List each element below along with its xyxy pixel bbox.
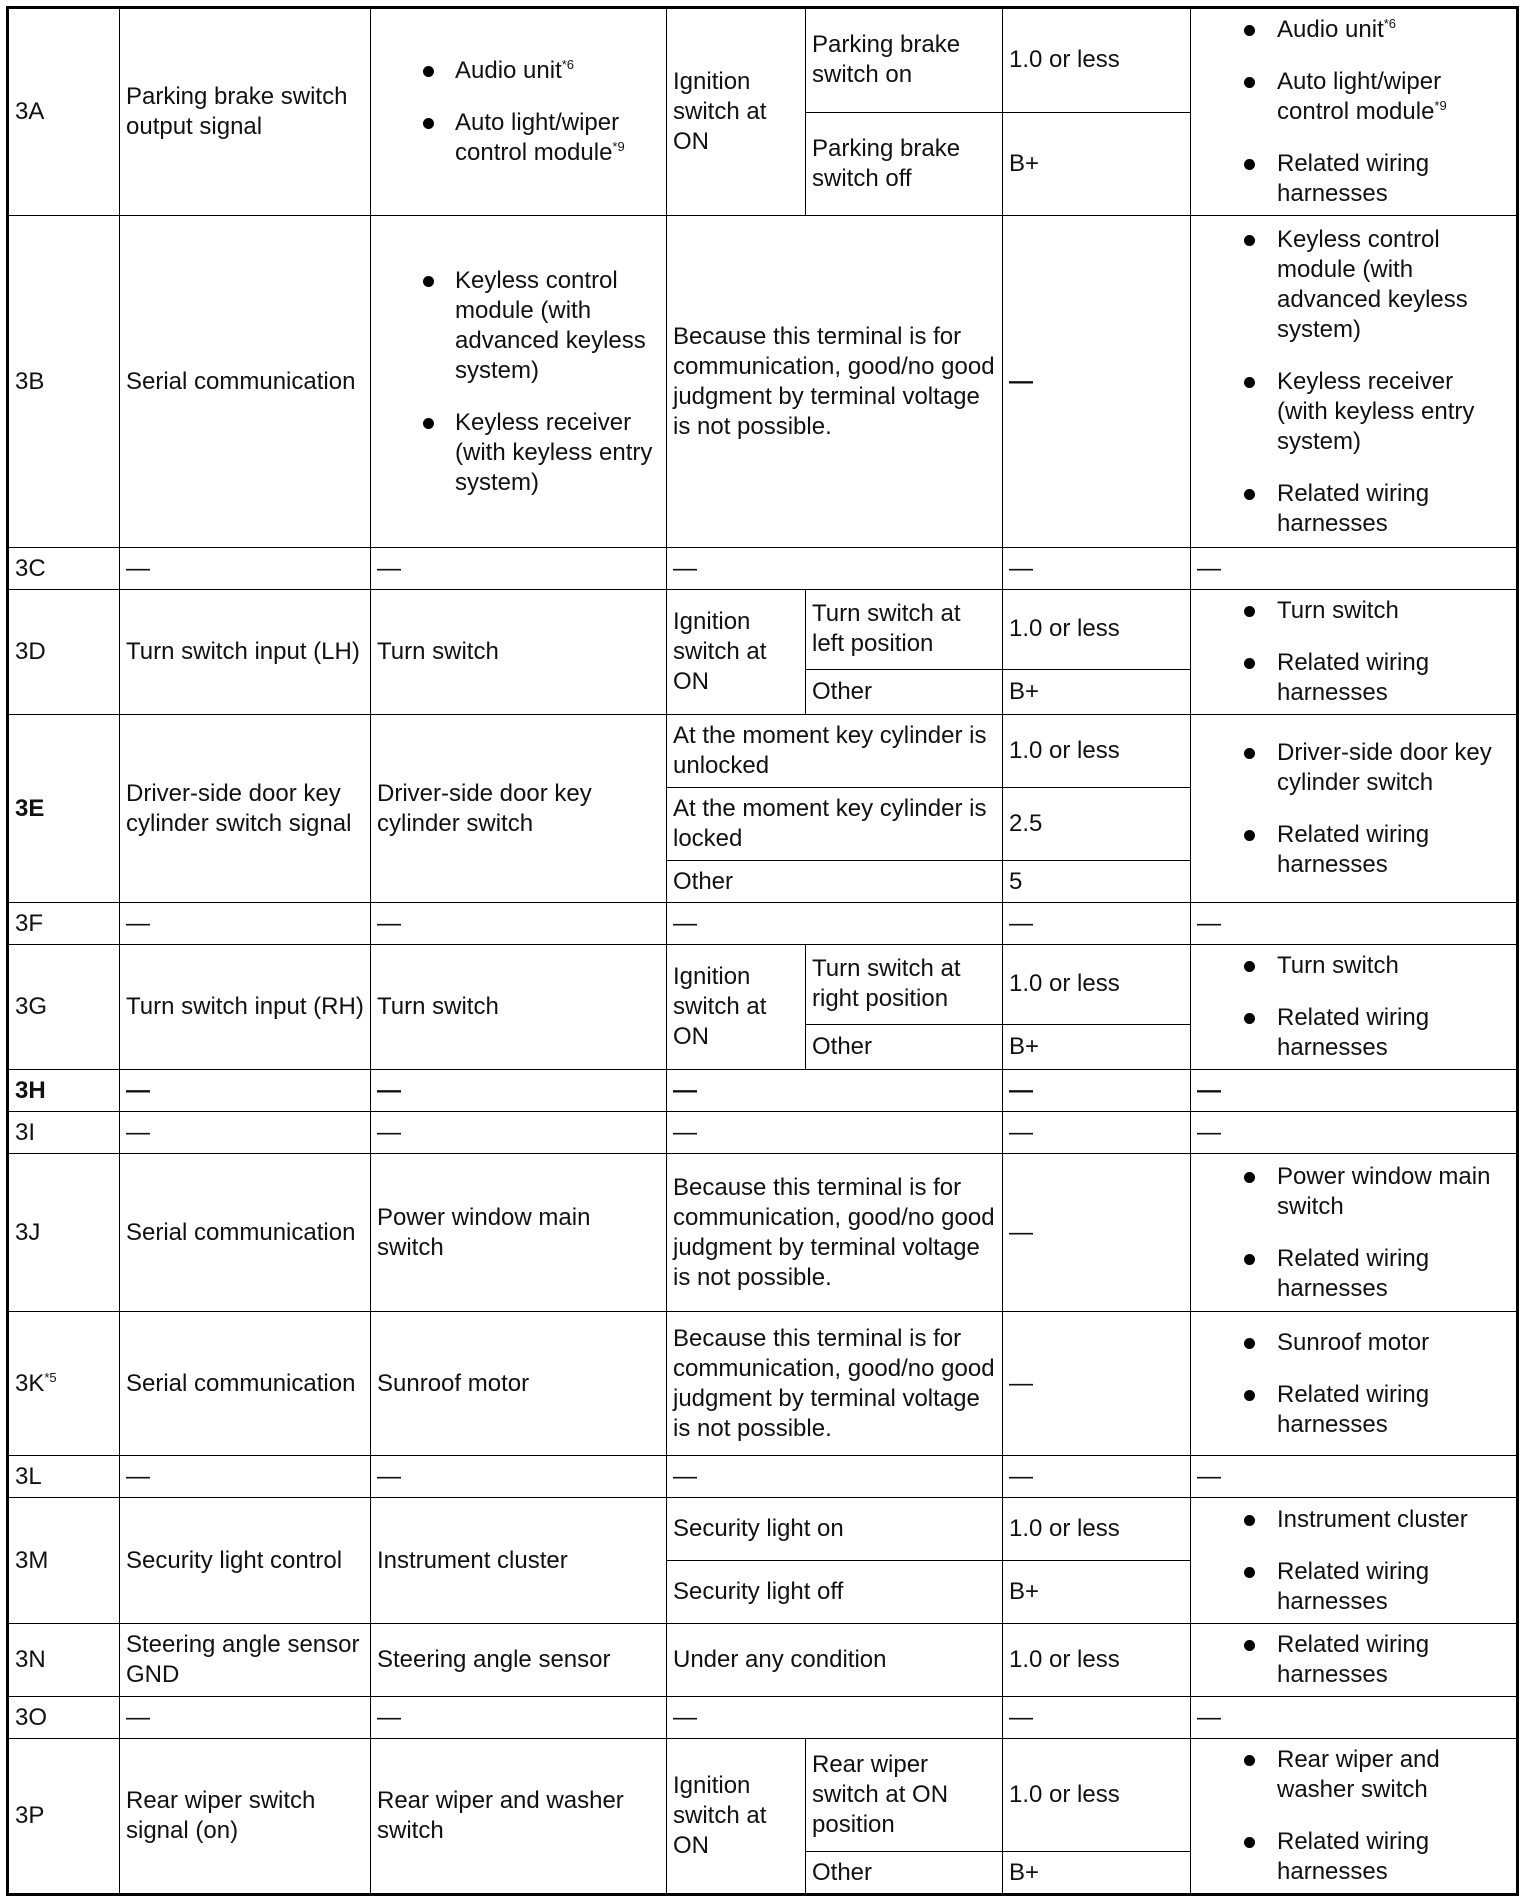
list-item: Turn switch [1197,951,1510,981]
table-row [8,548,1518,590]
list-item: Keyless control module (with advanced keyless system) [1197,225,1510,345]
voltage-cell: B+ [1003,1561,1191,1624]
list-item: Auto light/wiper control module$^{*9}$ [377,108,660,168]
inspection-cell [1191,8,1518,216]
table-row [8,945,1518,1025]
condition-cell: Security light on [667,1498,1003,1561]
condition-cell: — [667,903,1003,945]
ignition-cell: Ignition switch at ON [667,8,806,216]
connected-to-cell: Driver-side door key cylinder switch [371,715,667,903]
list-item: Keyless receiver (with keyless entry system) [377,408,660,498]
condition-cell: — [667,548,1003,590]
terminal-cell: 3J [8,1154,120,1312]
condition-cell: — [667,1697,1003,1739]
connected-to-cell: — [371,903,667,945]
voltage-cell: 1.0 or less [1003,8,1191,113]
inspection-cell [1191,1154,1518,1312]
voltage-cell: 1.0 or less [1003,715,1191,788]
list-item: Related wiring harnesses [1197,648,1510,708]
inspection-cell: — [1191,1112,1518,1154]
condition-cell: — [667,1070,1003,1112]
list-item: Related wiring harnesses [1197,149,1510,209]
table-row [8,8,1518,113]
connected-to-cell: Turn switch [371,590,667,715]
inspection-cell: — [1191,903,1518,945]
voltage-cell: — [1003,1070,1191,1112]
condition-cell: Parking brake switch off [806,112,1003,215]
terminal-cell: 3P [8,1739,120,1895]
list-item: Auto light/wiper control module$^{*9}$ [1197,67,1510,127]
list-item: Sunroof motor [1197,1328,1510,1358]
terminal-cell: 3E [8,715,120,903]
condition-cell: Security light off [667,1561,1003,1624]
inspection-cell [1191,1498,1518,1624]
table-row [8,1154,1518,1312]
voltage-cell: — [1003,548,1191,590]
ignition-cell: Ignition switch at ON [667,945,806,1070]
table-row [8,903,1518,945]
inspection-cell [1191,1312,1518,1456]
condition-cell: Other [806,1852,1003,1895]
signal-cell: — [120,903,371,945]
terminal-cell: 3L [8,1456,120,1498]
table-row [8,590,1518,670]
condition-cell: Because this terminal is for communication, good/no good judgment by terminal voltage is not possible. [667,1312,1003,1456]
voltage-cell: 1.0 or less [1003,945,1191,1025]
condition-cell: At the moment key cylinder is locked [667,788,1003,861]
table-row [8,1312,1518,1456]
list-item: Audio unit$^{*6}$ [377,56,660,86]
inspection-cell [1191,1624,1518,1697]
voltage-cell: — [1003,1456,1191,1498]
signal-cell: Rear wiper switch signal (on) [120,1739,371,1895]
list-item: Related wiring harnesses [1197,1003,1510,1063]
table-row [8,715,1518,788]
connected-to-cell: — [371,1697,667,1739]
table-row [8,1697,1518,1739]
terminal-cell: 3O [8,1697,120,1739]
signal-cell: Turn switch input (RH) [120,945,371,1070]
signal-cell: Serial communication [120,1154,371,1312]
table-row [8,1624,1518,1697]
ignition-cell: Ignition switch at ON [667,590,806,715]
signal-cell: Parking brake switch output signal [120,8,371,216]
list-item: Driver-side door key cylinder switch [1197,738,1510,798]
voltage-cell: 1.0 or less [1003,1498,1191,1561]
list-item: Keyless control module (with advanced keyless system) [377,266,660,386]
inspection-cell [1191,216,1518,548]
table-row [8,1456,1518,1498]
list-item: Related wiring harnesses [1197,479,1510,539]
voltage-cell: B+ [1003,1852,1191,1895]
terminal-cell: 3A [8,8,120,216]
condition-cell: Other [806,669,1003,714]
condition-cell: Because this terminal is for communication, good/no good judgment by terminal voltage is not possible. [667,216,1003,548]
connected-to-cell: — [371,1112,667,1154]
signal-cell: Security light control [120,1498,371,1624]
connected-to-cell: — [371,1456,667,1498]
list-item: Related wiring harnesses [1197,1557,1510,1617]
condition-cell: Turn switch at right position [806,945,1003,1025]
condition-cell: Other [806,1024,1003,1069]
condition-cell: Parking brake switch on [806,8,1003,113]
terminal-cell: 3F [8,903,120,945]
connected-to-cell: Steering angle sensor [371,1624,667,1697]
signal-cell: Driver-side door key cylinder switch signal [120,715,371,903]
voltage-cell: 2.5 [1003,788,1191,861]
signal-cell: Turn switch input (LH) [120,590,371,715]
signal-cell: — [120,1456,371,1498]
condition-cell: Other [667,861,1003,903]
connected-to-cell: Instrument cluster [371,1498,667,1624]
signal-cell: — [120,1070,371,1112]
inspection-cell: — [1191,1070,1518,1112]
condition-cell: — [667,1112,1003,1154]
voltage-cell: — [1003,1112,1191,1154]
terminal-cell: 3G [8,945,120,1070]
terminal-cell: 3D [8,590,120,715]
voltage-cell: B+ [1003,1024,1191,1069]
condition-cell: — [667,1456,1003,1498]
condition-cell: Under any condition [667,1624,1003,1697]
list-item: Rear wiper and washer switch [1197,1745,1510,1805]
list-item: Audio unit$^{*6}$ [1197,15,1510,45]
list-item: Related wiring harnesses [1197,1244,1510,1304]
table-row [8,216,1518,548]
inspection-cell [1191,1739,1518,1895]
ignition-cell: Ignition switch at ON [667,1739,806,1895]
connected-to-cell: Turn switch [371,945,667,1070]
inspection-cell [1191,590,1518,715]
connected-to-cell: — [371,548,667,590]
terminal-cell: 3M [8,1498,120,1624]
list-item: Instrument cluster [1197,1505,1510,1535]
table-row [8,1739,1518,1852]
terminal-cell: 3C [8,548,120,590]
connected-to-cell [371,8,667,216]
condition-cell: Rear wiper switch at ON position [806,1739,1003,1852]
inspection-cell [1191,945,1518,1070]
list-item: Keyless receiver (with keyless entry system) [1197,367,1510,457]
list-item: Related wiring harnesses [1197,1827,1510,1887]
table-row [8,1498,1518,1561]
voltage-cell: — [1003,1154,1191,1312]
voltage-cell: 1.0 or less [1003,1739,1191,1852]
voltage-cell: 1.0 or less [1003,590,1191,670]
signal-cell: Steering angle sensor GND [120,1624,371,1697]
condition-cell: At the moment key cylinder is unlocked [667,715,1003,788]
table-row [8,1070,1518,1112]
terminal-cell: 3N [8,1624,120,1697]
connected-to-cell: Rear wiper and washer switch [371,1739,667,1895]
list-item: Related wiring harnesses [1197,1380,1510,1440]
voltage-cell: B+ [1003,669,1191,714]
list-item: Related wiring harnesses [1197,1630,1510,1690]
voltage-cell: — [1003,903,1191,945]
inspection-cell: — [1191,548,1518,590]
list-item: Turn switch [1197,596,1510,626]
inspection-cell [1191,715,1518,903]
table-row [8,1112,1518,1154]
connected-to-cell: Power window main switch [371,1154,667,1312]
inspection-cell: — [1191,1456,1518,1498]
connected-to-cell: Sunroof motor [371,1312,667,1456]
condition-cell: Because this terminal is for communication, good/no good judgment by terminal voltage is not possible. [667,1154,1003,1312]
list-item: Related wiring harnesses [1197,820,1510,880]
signal-cell: Serial communication [120,1312,371,1456]
connected-to-cell: — [371,1070,667,1112]
terminal-spec-table [6,6,1519,1896]
voltage-cell: 5 [1003,861,1191,903]
signal-cell: — [120,1112,371,1154]
terminal-cell: $3K^{*5}$ [8,1312,120,1456]
inspection-cell: — [1191,1697,1518,1739]
voltage-cell: 1.0 or less [1003,1624,1191,1697]
terminal-cell: 3H [8,1070,120,1112]
voltage-cell: — [1003,1697,1191,1739]
terminal-cell: 3I [8,1112,120,1154]
terminal-cell: 3B [8,216,120,548]
list-item: Power window main switch [1197,1162,1510,1222]
signal-cell: — [120,548,371,590]
voltage-cell: — [1003,216,1191,548]
connected-to-cell [371,216,667,548]
signal-cell: Serial communication [120,216,371,548]
voltage-cell: — [1003,1312,1191,1456]
voltage-cell: B+ [1003,112,1191,215]
condition-cell: Turn switch at left position [806,590,1003,670]
signal-cell: — [120,1697,371,1739]
